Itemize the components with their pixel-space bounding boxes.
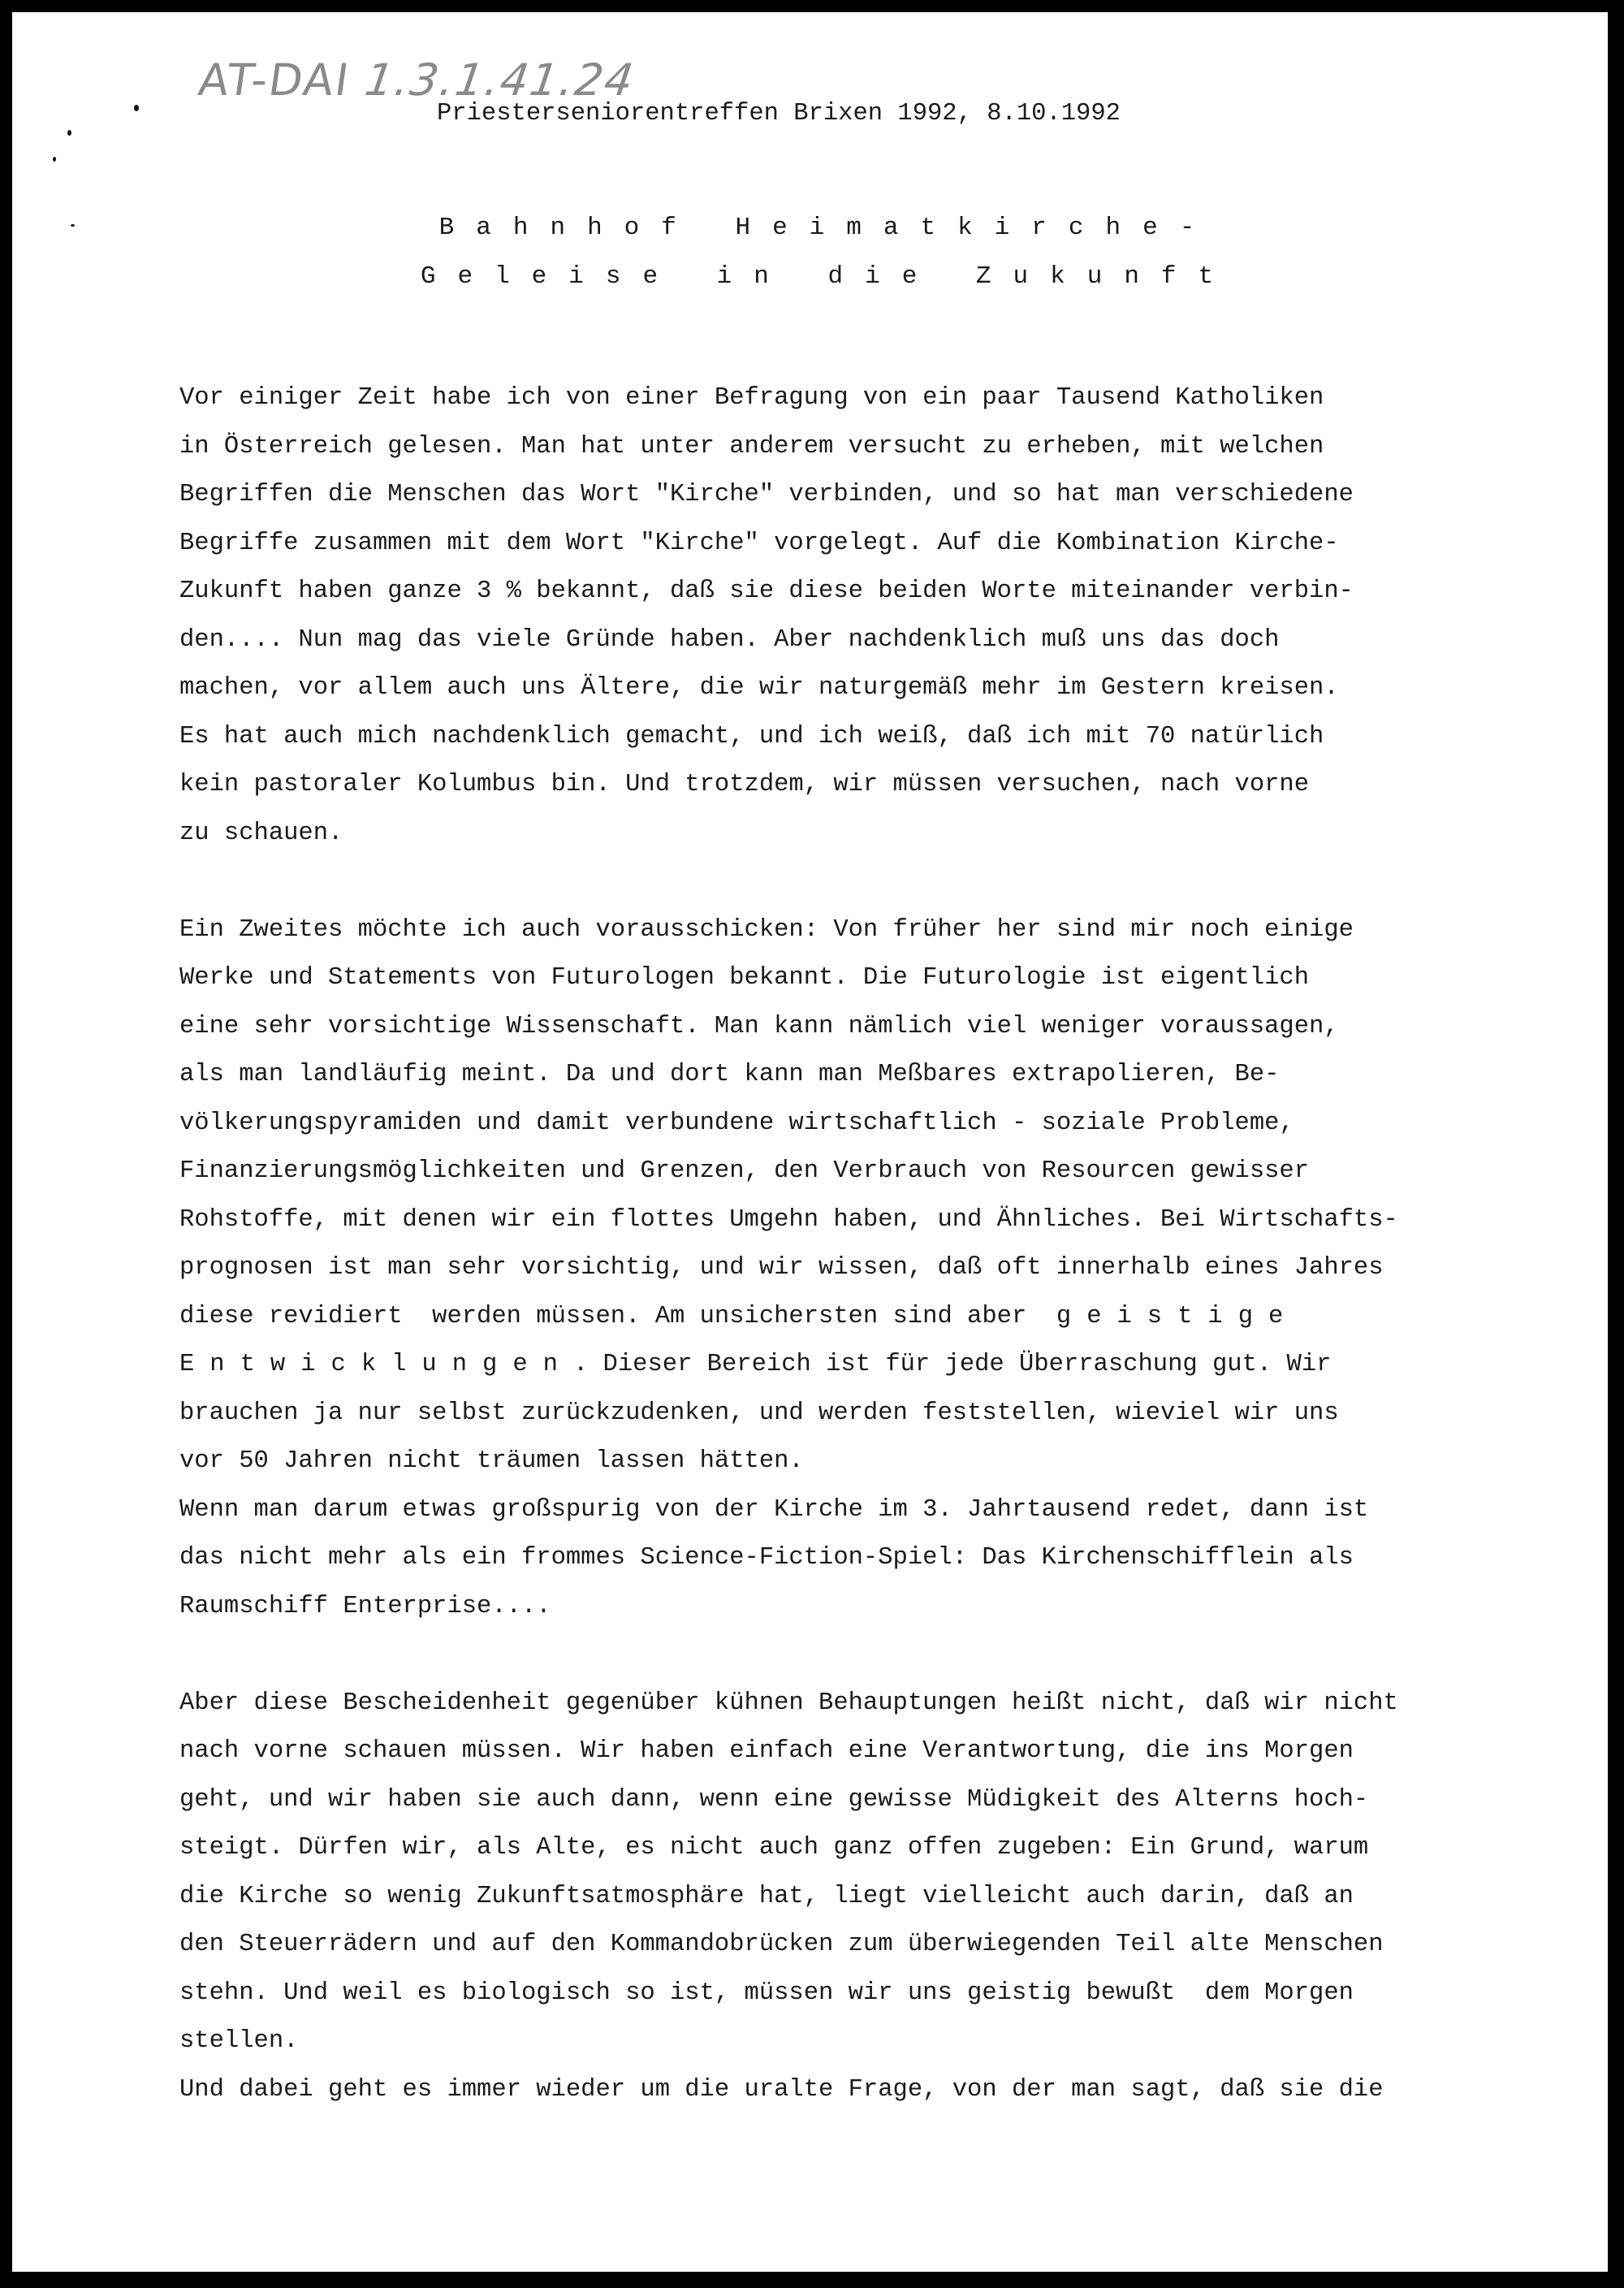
text-run: . Dieser Bereich ist für jede Überraschung gut. Wir [572,1351,1332,1378]
text-line: den.... Nun mag das viele Gründe haben. Aber nachdenklich muß uns das doch [179,625,1280,654]
scan-speck [134,105,139,111]
text-line: Begriffen die Menschen das Wort "Kirche" verbinden, und so hat man verschiedene [179,481,1354,508]
document-header: Priesterseniorentreffen Brixen 1992, 8.10.1992 [437,100,1121,128]
text-line: Aber diese Bescheidenheit gegenüber kühnen Behauptungen heißt nicht, daß wir nicht [179,1689,1398,1717]
archive-prefix: AT-DAI [195,54,354,106]
paragraph [179,374,1576,858]
text-line: eine sehr vorsichtige Wissenschaft. Man kann nämlich viel weniger voraussagen, [179,1012,1339,1040]
text-line: stehn. Und weil es biologisch so ist, müssen wir uns geistig bewußt dem Morgen [179,1979,1354,2007]
text-line: Ein Zweites möchte ich auch vorausschicken: Von früher her sind mir noch einige [179,915,1354,944]
paragraph [179,906,1576,1632]
text-line: Finanzierungsmöglichkeiten und Grenzen, den Verbrauch von Resourcen gewisser [179,1157,1310,1185]
text-line: machen, vor allem auch uns Ältere, die wir naturgemäß mehr im Gestern kreisen. [179,674,1339,702]
text-line: geht, und wir haben sie auch dann, wenn eine gewisse Müdigkeit des Alterns hoch- [179,1785,1369,1814]
text-line: Vor einiger Zeit habe ich von einer Befragung von ein paar Tausend Katholiken [179,384,1324,412]
text-line: zu schauen. [179,819,343,847]
text-line: Werke und Statements von Futurologen bekannt. Die Futurologie ist eigentlich [179,964,1310,992]
text-line: Raumschiff Enterprise.... [179,1592,551,1620]
paragraph-gap [179,858,1576,906]
text-line: Wenn man darum etwas großspurig von der Kirche im 3. Jahrtausend redet, dann ist [179,1495,1369,1524]
paragraph [179,1680,1576,2115]
text-line [179,1341,1576,1390]
text-line: Es hat auch mich nachdenklich gemacht, und ich weiß, daß ich mit 70 natürlich [179,722,1324,750]
text-line: in Österreich gelesen. Man hat unter anderem versucht zu erheben, mit welchen [179,432,1324,461]
emphasized-spaced-text: Entwicklungen [179,1351,573,1378]
text-line: Zukunft haben ganze 3 % bekannt, daß sie diese beiden Worte miteinander verbin- [179,577,1354,605]
text-line: stellen. [179,2027,299,2055]
handwritten-archive-mark [196,54,638,106]
text-run: diese revidiert werden müssen. Am unsichersten sind aber [179,1302,1056,1330]
text-line: vor 50 Jahren nicht träumen lassen hätten. [179,1447,804,1475]
document-title-line-1: Bahnhof Heimatkirche- [438,214,1217,242]
text-line: nach vorne schauen müssen. Wir haben einfach eine Verantwortung, die ins Morgen [179,1737,1354,1765]
text-line: das nicht mehr als ein frommes Science-Fiction-Spiel: Das Kirchenschifflein als [179,1544,1354,1572]
paragraph-gap [179,1631,1576,1680]
text-line: Und dabei geht es immer wieder um die uralte Frage, von der man sagt, daß sie die [179,2075,1384,2104]
document-page [12,12,1608,2272]
text-line: völkerungspyramiden und damit verbundene wirtschaftlich - soziale Probleme, [179,1109,1294,1137]
archive-number: 1.3.1.41.24 [361,54,638,106]
scan-speck [53,157,56,162]
text-line: prognosen ist man sehr vorsichtig, und wir wissen, daß oft innerhalb eines Jahres [179,1254,1384,1282]
document-body [179,374,1576,2114]
text-line: die Kirche so wenig Zukunftsatmosphäre hat, liegt vielleicht auch darin, daß an [179,1882,1354,1910]
text-line: Begriffe zusammen mit dem Wort "Kirche" vorgelegt. Auf die Kombination Kirche- [179,529,1339,557]
text-line: Rohstoffe, mit denen wir ein flottes Umgehn haben, und Ähnliches. Bei Wirtschafts- [179,1205,1398,1234]
text-line: den Steuerrädern und auf den Kommandobrücken zum überwiegenden Teil alte Menschen [179,1931,1384,1958]
scan-speck [67,130,71,136]
text-line: brauchen ja nur selbst zurückzudenken, und werden feststellen, wieviel wir uns [179,1399,1339,1427]
scan-speck [71,224,75,227]
document-title-line-2: Geleise in die Zukunft [420,262,1236,291]
text-line: kein pastoraler Kolumbus bin. Und trotzdem, wir müssen versuchen, nach vorne [179,771,1310,798]
text-line: steigt. Dürfen wir, als Alte, es nicht auch ganz offen zugeben: Ein Grund, warum [179,1834,1369,1862]
text-line: als man landläufig meint. Da und dort kann man Meßbares extrapolieren, Be- [179,1061,1280,1088]
text-line [179,1293,1576,1342]
emphasized-spaced-text: geistige [1056,1302,1299,1330]
